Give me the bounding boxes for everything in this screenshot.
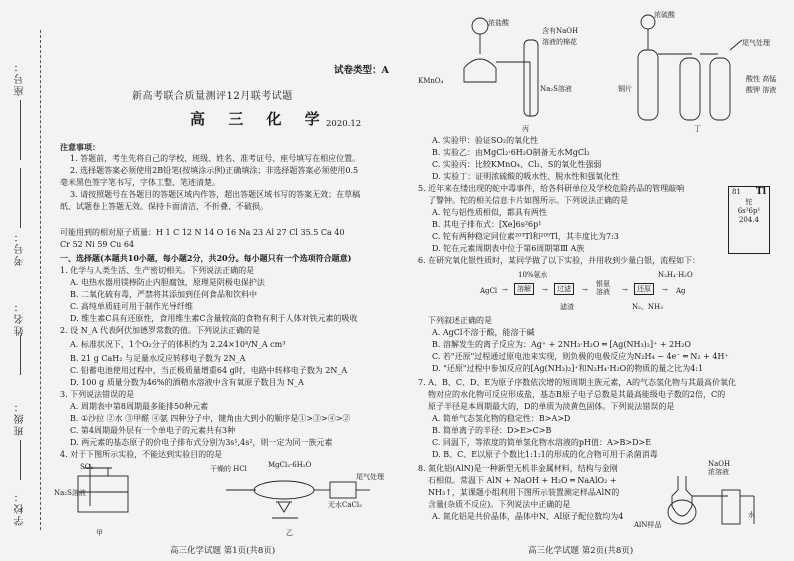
tl-config: 6s²6p¹ (737, 207, 761, 215)
fig-label-so2: SO₂ (80, 463, 94, 471)
fig-label-hcl: 干燥的 HCl (210, 465, 247, 473)
page-footer: 高三化学试题 第2页(共8页) (528, 546, 634, 556)
fig-caption-bing: 丙 (522, 125, 529, 133)
flow-arrow: → (502, 286, 508, 294)
option: B. ①沙拉 ②水 ③甲醛 ④氨 四种分子中，键角由大到小的顺序是①>③>④>② (70, 414, 351, 423)
option: A. AgCl不溶于酸，能溶于碱 (432, 328, 535, 337)
flow-ammonia: 10%氨水 (518, 271, 548, 279)
fig-label-aln: AlN样品 (634, 521, 662, 529)
option: A. 周期表中第8周期最多能排50种元素 (70, 402, 209, 411)
flow-silver-ammonia: 银氨 溶液 (596, 280, 610, 296)
fig-caption-jia: 甲 (96, 529, 103, 537)
atomic-mass-line: Cr 52 Ni 59 Cu 64 (60, 240, 135, 249)
binding-dashed-line (40, 30, 41, 530)
option: A. 电热水器用镁棒防止内胆腐蚀，原理是阴极电保护法 (70, 278, 265, 287)
option: B. 溶解发生的离子反应为：Ag⁺ + 2NH₃·H₂O ═ [Ag(NH₃)₂]⁺ + 2H₂O (432, 340, 691, 349)
question-stem: 了警钟。铊的相关信息卡片如图所示。下列说法正确的是 (428, 196, 628, 205)
page-footer: 高三化学试题 第1页(共8页) (170, 546, 276, 556)
flow-arrow: → (622, 286, 628, 294)
question-stem: 4. 对于下图所示实验，不能达到实验目的的是 (60, 450, 223, 459)
flow-agcl: AgCl (480, 287, 498, 295)
exam-no-label: 考号： (15, 230, 26, 266)
question-stem: 5. 近年来在缕出现的蛇中毒事件，给各科研单位及学校危险药品的管理敲响 (418, 184, 685, 193)
option: B. 二氧化硫有毒，严禁将其添加到任何食品和饮料中 (70, 290, 257, 299)
option: A. 实验甲：验证SO₂的氧化性 (432, 136, 539, 145)
option: D. 维生素C具有还原性，食用维生素C含量较高的食物有利于人体对铁元素的吸收 (70, 314, 358, 323)
flow-arrow: → (582, 286, 588, 294)
fig-label-na2s: Na₂S溶液 (540, 85, 572, 93)
option: B. 其电子排布式：[Xe]6s²6p¹ (432, 220, 542, 229)
flow-dissolve: 溶解 (514, 283, 534, 295)
school-label: 学校： (15, 490, 26, 526)
option: D. 两元素的基态原子的价电子排布式分别为3s¹,4s²，则一定为同一族元素 (70, 438, 333, 447)
fig-label-kmno4: KMnO₄ (418, 77, 444, 85)
option: C. 第4周期最外层有一个单电子的元素共有3种 (70, 426, 236, 435)
option: A. 铊与铝性质相似，都具有两性 (432, 208, 547, 217)
flow-residue: 滤渣 (560, 303, 574, 311)
question-stem: 8. 氮化铝(AlN)是一种新型无机非金属材料，结构与金刚 (418, 464, 618, 473)
atomic-mass-line: 可能用到的相对原子质量：H 1 C 12 N 14 O 16 Na 23 Al 27 Cl 35.5 Ca 40 (60, 228, 345, 237)
question-stem: 1. 化学与人类生活、生产密切相关。下列说法正确的是 (60, 266, 255, 275)
fig-label-solns: 酸性 高锰酸钾 溶液 (746, 75, 777, 94)
seat-blank (20, 100, 21, 160)
question-stem: NH₃↑，某课题小组利用下图所示装置测定样品AlN的 (428, 488, 620, 497)
option: C. 铊有两种稳定同位素²⁰³Tl和²⁰⁵Tl，其丰度比为7:3 (432, 232, 619, 241)
tl-number: 81 (732, 188, 741, 196)
question-stem: 7. A、B、C、D、E为原子序数依次增的短周期主族元素，A的气态氢化物与其最高价氧化 (418, 378, 736, 387)
tl-name: 铊 (745, 198, 753, 206)
option: C. 高纯单质硅可用于制作光导纤维 (70, 302, 193, 311)
option: D. 铊在元素周期表中位于第6周期第Ⅲ A族 (432, 244, 585, 253)
class-label: 班级： (15, 400, 26, 436)
tl-mass: 204.4 (738, 216, 760, 224)
binding-margin (0, 0, 52, 561)
tl-element-card (728, 186, 770, 254)
exam-title: 高 三 化 学 (190, 110, 329, 128)
page-1 (54, 0, 396, 561)
fig-label-water: 水 (748, 511, 755, 519)
fig-label-cacl2: 无水CaCl₂ (328, 501, 362, 509)
question-stem: 原子半径是本周期最大的，D的单质为淡黄色固体。下列说法错误的是 (428, 402, 675, 411)
fig-label-tail: 尾气处理 (356, 473, 384, 481)
paper-type: 试卷类型：A (334, 65, 389, 76)
fig-label-conc-h2so4: 浓硫酸 (654, 11, 675, 19)
question-stem: 6. 在研究氧化银性质时，某同学做了以下实验，并用收到少量白银，流程如下： (418, 256, 701, 265)
option: A. 氮化铝是共价晶体，晶体中N、Al原子配位数均为4 (432, 512, 624, 521)
flow-arrow: → (542, 286, 548, 294)
fig-label-naoh: NaOH 浓溶液 (708, 460, 731, 476)
flow-gas: N₂、NH₃ (632, 303, 663, 311)
fig-label-tail: 尾气处理 (742, 39, 770, 47)
exam-date: 2020.12 (326, 119, 362, 129)
notes-title: 注意事项： (60, 142, 100, 152)
fig-label-mgcl2: MgCl₂·6H₂O (268, 461, 312, 469)
question-stem: 3. 下列说法错误的是 (60, 390, 135, 399)
fig-caption-yi: 乙 (286, 529, 293, 537)
note-line: 毫米黑色签字笔书写，字体工整、笔迹清楚。 (60, 178, 220, 187)
option: D. 100 g 质量分数为46%的酒精水溶液中含有氧原子数目为 N_A (70, 378, 304, 387)
note-line: 2. 选择题答案必须使用2B铅笔(按填涂示例)正确填涂；非选择题答案必须使用0.5 (70, 166, 359, 175)
option: B. 实验乙：由MgCl₂·6H₂O制备无水MgCl₂ (432, 148, 590, 157)
fig-label-copper: 铜片 (618, 85, 632, 93)
option: B. 简单离子的半径：D>E>C>B (432, 426, 552, 435)
option: C. 同温下，等浓度的简单氢化物水溶液的pH值：A>B>D>E (432, 438, 652, 447)
question-stem: 下列叙述正确的是 (428, 316, 492, 325)
tl-symbol: Tl (755, 187, 766, 197)
option: D. "还原"过程中参加反应的[Ag(NH₃)₂]⁺和N₂H₄·H₂O的物质的量之比为4:1 (432, 364, 704, 373)
option: B. 21 g CaH₂ 与足量水反应转移电子数为 2N_A (70, 354, 246, 363)
fig-caption-ding: 丁 (694, 125, 701, 133)
option: C. 实验丙：比较KMnO₄、Cl₂、S的氧化性强弱 (432, 160, 602, 169)
question-stem: 物对应的水化物可反应形成盐，基态B原子电子总数是其最高能级电子数的2倍，C的 (428, 390, 726, 399)
flow-filter: 过滤 (554, 283, 574, 295)
question-stem: 含量(杂质不反应)。下列说法中正确的是 (428, 500, 571, 509)
class-blank (20, 440, 21, 480)
option: C. 若"还原"过程通过原电池来实现，则负极的电极反应为N₂H₄ − 4e⁻ ═ N₂ + 4H⁺ (432, 352, 729, 361)
question-stem: 2. 设 N_A 代表阿伏加德罗常数的值。下列说法正确的是 (60, 326, 261, 335)
figure-ding (632, 10, 742, 130)
seat-label: 座号： (15, 60, 26, 96)
fig-label-naoh: 含有NaOH 溶液的棉花 (542, 27, 579, 46)
flow-arrow: → (662, 286, 668, 294)
note-line: 3. 请按照题号在各题目的答题区域内作答，超出答题区域书写的答案无效；在草稿 (70, 190, 361, 199)
option: D. 实验丁：证明浓硫酸的吸水性、脱水性和强氧化性 (432, 172, 620, 181)
option: C. 铅蓄电池使用过程中，当正极质量增重64 g时，电路中转移电子数为 2N_A (70, 366, 348, 375)
note-line: 1. 答题前，考生先将自己的学校、班级、姓名、准考证号、座号填写在相应位置。 (70, 154, 361, 163)
option: D. B、C、E以原子个数比1:1:1的形成的化合物可用于杀菌消毒 (432, 450, 658, 459)
flow-ag: Ag (676, 287, 686, 295)
fig-label-conc-hcl: 浓盐酸 (488, 19, 509, 27)
exam-header: 新高考联合质量测评12月联考试题 (132, 91, 293, 102)
exam-no-blank (20, 168, 21, 228)
name-label: 姓名： (15, 300, 26, 336)
section-heading: 一、选择题(本题共10小题，每小题2分，共20分。每小题只有一个选项符合题意) (60, 253, 352, 263)
option: A. 简单气态氢化物的稳定性：B>A>D (432, 414, 571, 423)
fig-label-na2s: Na₂S溶液 (54, 489, 86, 497)
question-stem: 石相似。常温下 AlN + NaOH + H₂O ═ NaAlO₂ + (428, 476, 617, 485)
option: A. 标准状况下，1个O₂分子的体积约为 2.24×10⁴/N_A cm³ (70, 340, 286, 349)
note-line: 纸、试题卷上答题无效。保持卡面清洁，不折叠、不破损。 (60, 202, 268, 211)
flow-reduce: 还原 (634, 283, 654, 295)
flow-n2h4: N₂H₄·H₂O (658, 271, 693, 279)
name-blank (20, 335, 21, 375)
page-2 (418, 0, 786, 561)
